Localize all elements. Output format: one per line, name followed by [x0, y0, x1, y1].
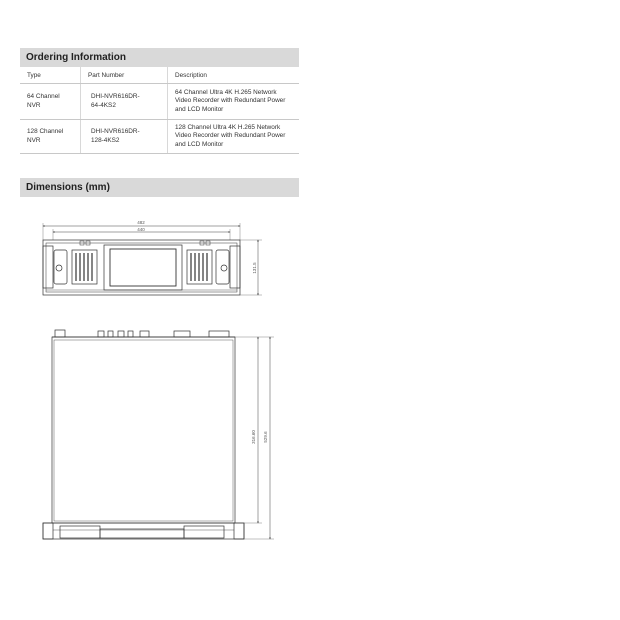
- type-line: 64 Channel: [27, 92, 60, 100]
- part-line: DHI-NVR616DR-: [91, 92, 140, 100]
- description-column-header: Description: [168, 67, 300, 84]
- desc-line: 128 Channel Ultra 4K H.265 Network: [175, 123, 281, 131]
- desc-line: 64 Channel Ultra 4K H.265 Network: [175, 88, 277, 96]
- desc-line: Video Recorder with Redundant Power: [175, 97, 286, 105]
- desc-line: and LCD Monitor: [175, 140, 224, 148]
- inner-depth-label: 316.60: [251, 430, 256, 444]
- part-line: DHI-NVR616DR-: [91, 127, 140, 135]
- height-label: 131.5: [252, 262, 257, 274]
- part-line: 64-4KS2: [91, 101, 116, 109]
- type-column-header: Type: [20, 67, 81, 84]
- inner-width-label: 440: [137, 227, 145, 232]
- type-line: 128 Channel: [27, 127, 64, 135]
- type-line: NVR: [27, 101, 41, 109]
- dimensions-header: Dimensions (mm): [20, 178, 299, 197]
- type-line: NVR: [27, 136, 41, 144]
- desc-line: and LCD Monitor: [175, 105, 224, 113]
- top-view-drawing: [43, 330, 274, 539]
- part-line: 128-4KS2: [91, 136, 120, 144]
- desc-line: Video Recorder with Redundant Power: [175, 132, 286, 140]
- front-view-drawing: [43, 223, 262, 295]
- ordering-information-header: Ordering Information: [20, 48, 299, 67]
- part-number-column-header: Part Number: [81, 67, 168, 84]
- overall-width-label: 482: [137, 220, 145, 225]
- overall-depth-label: 529.6: [263, 431, 268, 443]
